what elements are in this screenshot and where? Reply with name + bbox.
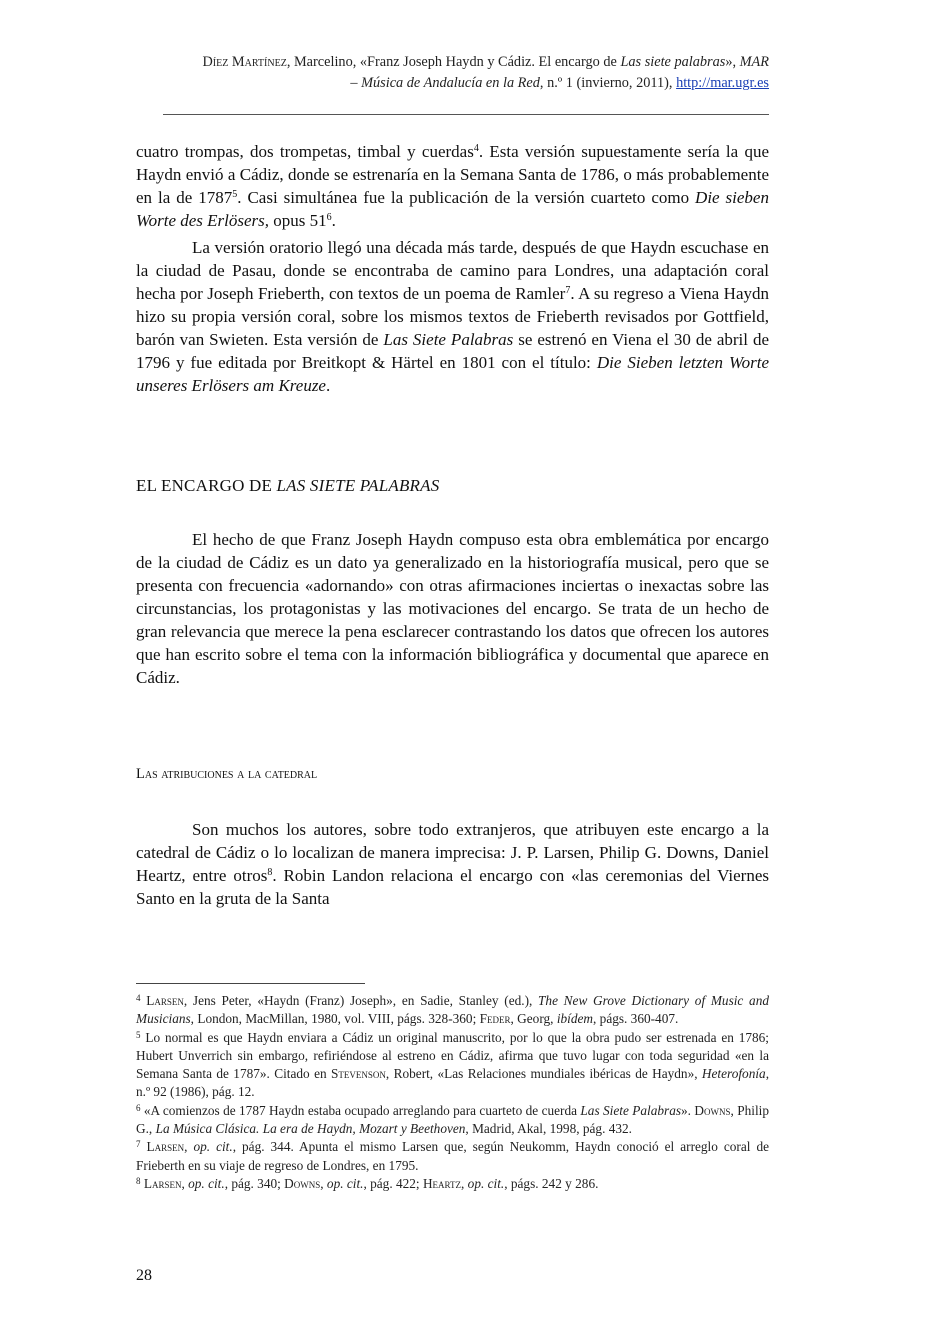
footnote-5: $^5$ Lo normal es que Haydn enviara a Cádiz un original manuscrito, por lo que la obra pudo ser estrenada en 1786; Hubert Unverrich sin embargo, refiriéndose al estreno en Cádiz, afirma que tuvo lugar con toda seguridad «en la Semana Santa de 1787». Citado en Stevenson, Robert, «Las Relaciones mundiales ibéricas de Haydn», Heterofonía, n.º 92 (1986), pág. 12. [136,1029,770,1100]
paragraph-2: La versión oratorio llegó una década más tarde, después de que Haydn escuchase en la ciudad de Pasau, donde se encontraba de camino para Londres, una adaptación coral hecha por Joseph Frieberth, con textos de un poema de Ramler$^7$. A su regreso a Viena Haydn hizo su propia versión coral, sobre los mismos textos de Frieberth revisados por Gottfield, barón van Swieten. Esta versión de Las Siete Palabras se estrenó en Viena el 30 de abril de 1796 y fue editada por Breitkopt & Härtel en 1801 con el título: Die Sieben letzten Worte unseres Erlösers am Kreuze. [136,238,770,395]
body-block-3 [136,818,769,910]
footnote-8: $^8$ Larsen, op. cit., pág. 340; Downs, op. cit., pág. 422; Heartz, op. cit., págs. 242 y 286. [136,1175,599,1191]
header-divider [163,114,769,115]
journal-link[interactable]: http://mar.ugr.es [676,75,769,91]
page-number: 28 [136,1267,152,1284]
footnote-ref-8[interactable]: 8 [267,867,273,878]
footnote-divider [136,983,365,984]
paragraph-4: Son muchos los autores, sobre todo extranjeros, que atribuyen este encargo a la catedral de Cádiz o lo localizan de manera imprecisa: J. P. Larsen, Philip G. Downs, Daniel Heartz, entre otros$^8$. Robin Landon relaciona el encargo con «las ceremonias del Viernes Santo en la gruta de la Santa [136,820,769,908]
footnote-4: $^4$ Larsen, Jens Peter, «Haydn (Franz) Joseph», en Sadie, Stanley (ed.), The New Grove Dictionary of Music and Musicians, London, MacMillan, 1980, vol. VIII, págs. 328-360; Feder, Georg, ibídem, págs. 360-407. [136,993,769,1027]
footnote-ref-7[interactable]: 7 [565,285,571,296]
header-line-2: – Música de Andalucía en la Red, n.º 1 (invierno, 2011), http://mar.ugr.es [350,75,769,91]
paragraph-1: cuatro trompas, dos trompetas, timbal y cuerdas$^4$. Esta versión supuestamente sería la que Haydn envió a Cádiz, donde se estrenaría en la Semana Santa de 1786, o más probablemente en la de 1787$^5$. Casi simultánea fue la publicación de la versión cuarteto como Die sieben Worte des Erlösers, opus $51^6$. [136,142,769,230]
body-block-1 [136,140,769,397]
paragraph-3: El hecho de que Franz Joseph Haydn compuso esta obra emblemática por encargo de la ciudad de Cádiz es un dato ya generalizado en la historiografía musical, pero que se presenta con frecuencia «adornando» con otras afirmaciones inciertas o inexactas sobre las circunstancias, los protagonistas y las motivaciones del encargo. Se trata de un hecho de gran relevancia que merece la pena esclarecer contrastando los datos que ofrecen los autores que han escrito sobre el tema con la información bibliográfica y documental que aparece en Cádiz. [136,530,769,687]
footnote-7: $^7$ Larsen, op. cit., pág. 344. Apunta el mismo Larsen que, según Neukomm, Haydn conoció el arreglo coral de Frieberth en su viaje de regreso de Londres, en 1795. [136,1139,769,1173]
footnote-ref-4[interactable]: 4 [473,143,479,154]
footnote-ref-5[interactable]: 5 [232,189,238,200]
running-header [136,52,769,94]
body-block-2 [136,528,769,689]
subsection-title: Las atribuciones a la catedral [136,766,318,782]
header-line-1: Díez Martínez, Marcelino, «Franz Joseph Haydn y Cádiz. El encargo de Las siete palabras», MAR [202,54,769,70]
section-title: EL ENCARGO DE LAS SIETE PALABRAS [136,476,440,495]
header-author: Díez Martínez [202,54,287,70]
footnotes [136,992,769,1193]
footnote-ref-6[interactable]: 6 [326,212,332,223]
footnote-6: $^6$ «A comienzos de 1787 Haydn estaba ocupado arreglando para cuarteto de cuerda Las Siete Palabras». Downs, Philip G., La Música Clásica. La era de Haydn, Mozart y Beethoven, Madrid, Akal, 1998, pág. 432. [136,1102,769,1137]
